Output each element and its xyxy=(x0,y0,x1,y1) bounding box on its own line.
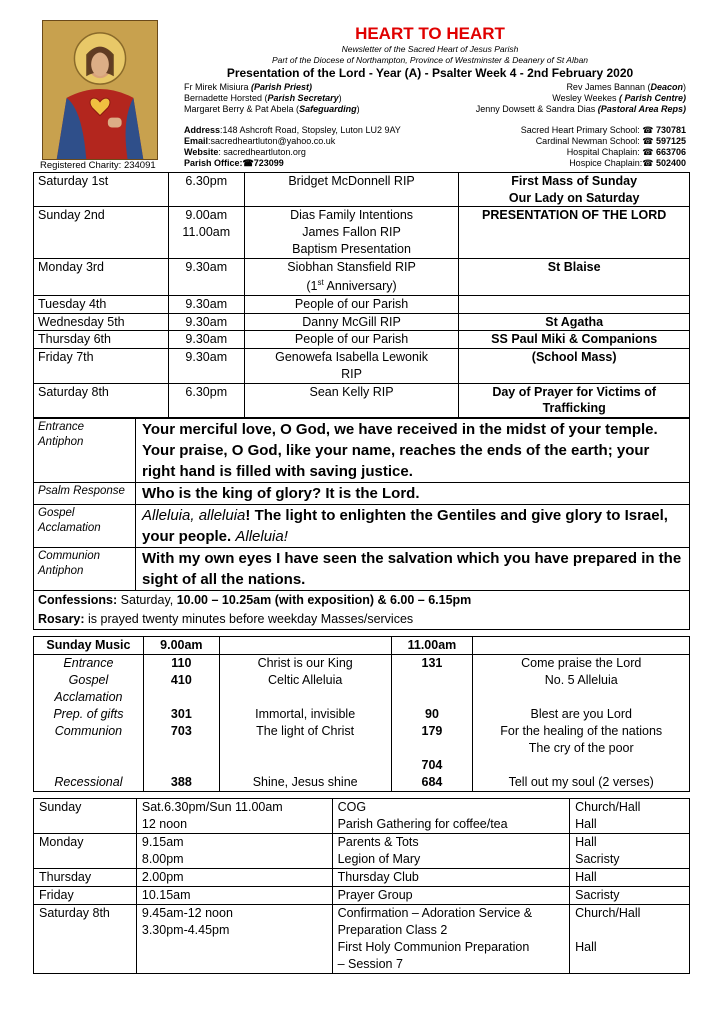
event-day xyxy=(34,922,137,939)
mass-day xyxy=(34,400,169,417)
communion-text: With my own eyes I have seen the salvation which you have prepared in the sight of all the nations. xyxy=(142,550,682,588)
mass-feast: (School Mass) xyxy=(459,349,690,366)
mass-intention: Baptism Presentation xyxy=(244,241,459,258)
mass-time: 11.00am xyxy=(168,224,244,241)
mass-day xyxy=(34,190,169,207)
event-place: Sacristy xyxy=(570,851,690,869)
mass-intention: Bridget McDonnell RIP xyxy=(244,173,459,190)
contact-address: Address:148 Ashcroft Road, Stopsley, Luton LU2 9AY xyxy=(184,125,401,135)
mass-feast: First Mass of Sunday xyxy=(459,173,690,190)
event-event: Preparation Class 2 xyxy=(332,922,570,939)
music-row xyxy=(34,655,690,673)
clergy-left-2: Bernadette Horsted (Parish Secretary) xyxy=(184,93,342,103)
event-time: 2.00pm xyxy=(136,869,332,887)
music-cell: Come praise the Lord xyxy=(473,655,690,673)
mass-feast xyxy=(459,241,690,258)
mass-time: 6.30pm xyxy=(168,173,244,190)
event-place: Church/Hall xyxy=(570,905,690,923)
gospel-text: Alleluia, alleluia! The light to enlighten the Gentiles and give glory to Israel, your people. Alleluia! xyxy=(142,507,668,545)
mass-row xyxy=(34,331,690,349)
music-row xyxy=(34,723,690,740)
event-place: Hall xyxy=(570,869,690,887)
music-cell: 703 xyxy=(143,723,219,740)
newsletter-header xyxy=(0,0,720,172)
mass-intention: Siobhan Stansfield RIP xyxy=(244,258,459,275)
clergy-right-3: Jenny Dowsett & Sandra Dias (Pastoral Area Reps) xyxy=(475,104,686,114)
clergy-right-1: Rev James Bannan (Deacon) xyxy=(566,82,686,92)
music-cell: For the healing of the nations xyxy=(473,723,690,740)
event-place xyxy=(570,956,690,974)
music-cell xyxy=(143,757,219,774)
event-time: 9.45am-12 noon xyxy=(136,905,332,923)
mass-row xyxy=(34,275,690,295)
mass-day: Friday 7th xyxy=(34,349,169,366)
newsletter-title: HEART TO HEART xyxy=(355,24,505,43)
music-cell xyxy=(143,740,219,757)
mass-intention: Dias Family Intentions xyxy=(244,207,459,224)
music-row xyxy=(34,757,690,774)
mass-feast: Day of Prayer for Victims of xyxy=(459,383,690,400)
mass-day: Wednesday 5th xyxy=(34,313,169,331)
mass-feast: Our Lady on Saturday xyxy=(459,190,690,207)
communion-antiphon xyxy=(34,548,689,591)
event-time: Sat.6.30pm/Sun 11.00am xyxy=(136,799,332,817)
music-cell: 388 xyxy=(143,774,219,792)
communion-label: Communion Antiphon xyxy=(34,548,136,590)
mass-feast xyxy=(459,224,690,241)
event-day: Thursday xyxy=(34,869,137,887)
music-cell: Tell out my soul (2 verses) xyxy=(473,774,690,792)
mass-day: Monday 3rd xyxy=(34,258,169,275)
event-row xyxy=(34,887,690,905)
mass-row xyxy=(34,366,690,383)
clergy-left-1: Fr Mirek Misiura (Parish Priest) xyxy=(184,82,313,92)
event-day xyxy=(34,939,137,956)
music-cell: Immortal, invisible xyxy=(219,706,391,723)
music-cell xyxy=(34,740,144,757)
parish-events-table xyxy=(33,798,690,974)
music-row xyxy=(34,740,690,757)
mass-day xyxy=(34,224,169,241)
music-cell: Communion xyxy=(34,723,144,740)
music-header-cell xyxy=(473,637,690,655)
event-day: Saturday 8th xyxy=(34,905,137,923)
music-cell xyxy=(391,689,473,706)
event-row xyxy=(34,851,690,869)
music-cell: The cry of the poor xyxy=(473,740,690,757)
psalm-label: Psalm Response xyxy=(34,483,136,504)
event-time: 10.15am xyxy=(136,887,332,905)
mass-feast xyxy=(459,275,690,295)
music-cell: 179 xyxy=(391,723,473,740)
diocese-line: Part of the Diocese of Northampton, Province of Westminster & Deanery of St Alban xyxy=(271,55,589,65)
mass-time: 6.30pm xyxy=(168,383,244,400)
event-row xyxy=(34,869,690,887)
music-cell: Gospel xyxy=(34,672,144,689)
event-event: – Session 7 xyxy=(332,956,570,974)
mass-row xyxy=(34,241,690,258)
mass-row xyxy=(34,224,690,241)
antiphons-box xyxy=(33,418,690,630)
mass-day: Sunday 2nd xyxy=(34,207,169,224)
music-cell xyxy=(391,740,473,757)
entrance-antiphon xyxy=(34,419,689,483)
event-place: Church/Hall xyxy=(570,799,690,817)
mass-intention: Sean Kelly RIP xyxy=(244,383,459,400)
music-cell: 410 xyxy=(143,672,219,689)
music-cell: 110 xyxy=(143,655,219,673)
mass-day xyxy=(34,366,169,383)
event-time: 12 noon xyxy=(136,816,332,834)
music-cell: 131 xyxy=(391,655,473,673)
mass-time xyxy=(168,366,244,383)
gospel-label: Gospel Acclamation xyxy=(34,505,136,547)
event-row xyxy=(34,816,690,834)
event-row xyxy=(34,905,690,923)
mass-time: 9.30am xyxy=(168,349,244,366)
event-time: 9.15am xyxy=(136,834,332,852)
mass-feast: St Agatha xyxy=(459,313,690,331)
clergy-left-3: Margaret Berry & Pat Abela (Safeguarding) xyxy=(184,104,360,114)
contact-newman-school: Cardinal Newman School: ☎ 597125 xyxy=(535,136,686,146)
music-cell: 684 xyxy=(391,774,473,792)
confessions-line: Confessions: Saturday, 10.00 – 10.25am (with exposition) & 6.00 – 6.15pm xyxy=(38,593,472,607)
psalm-response xyxy=(34,483,689,505)
mass-intentions-table xyxy=(33,172,690,418)
mass-day: Tuesday 4th xyxy=(34,296,169,314)
mass-feast: SS Paul Miki & Companions xyxy=(459,331,690,349)
event-place: Sacristy xyxy=(570,887,690,905)
music-cell: 90 xyxy=(391,706,473,723)
music-cell xyxy=(219,740,391,757)
event-day xyxy=(34,956,137,974)
event-place: Hall xyxy=(570,816,690,834)
contact-primary-school: Sacred Heart Primary School: ☎ 730781 xyxy=(520,125,686,135)
mass-time: 9.30am xyxy=(168,258,244,275)
music-cell xyxy=(143,689,219,706)
event-event: First Holy Communion Preparation xyxy=(332,939,570,956)
mass-row xyxy=(34,313,690,331)
event-place xyxy=(570,922,690,939)
music-cell: 301 xyxy=(143,706,219,723)
psalm-text: Who is the king of glory? It is the Lord. xyxy=(142,485,420,502)
event-event: Parents & Tots xyxy=(332,834,570,852)
entrance-text: Your merciful love, O God, we have received in the midst of your temple. Your praise, O God, like your name, reaches the ends of the earth; your right hand is filled with saving justice. xyxy=(142,421,658,480)
music-row xyxy=(34,689,690,706)
music-cell: Celtic Alleluia xyxy=(219,672,391,689)
event-row xyxy=(34,939,690,956)
mass-row xyxy=(34,258,690,275)
mass-feast: Trafficking xyxy=(459,400,690,417)
music-cell: Shine, Jesus shine xyxy=(219,774,391,792)
rosary-line: Rosary: is prayed twenty minutes before weekday Masses/services xyxy=(38,611,414,626)
event-event: Confirmation – Adoration Service & xyxy=(332,905,570,923)
music-header-cell xyxy=(219,637,391,655)
event-time xyxy=(136,939,332,956)
music-row xyxy=(34,672,690,689)
mass-row xyxy=(34,349,690,366)
mass-intention: People of our Parish xyxy=(244,331,459,349)
mass-intention: RIP xyxy=(244,366,459,383)
mass-time: 9.30am xyxy=(168,331,244,349)
mass-time xyxy=(168,190,244,207)
mass-intention: Danny McGill RIP xyxy=(244,313,459,331)
entrance-label: Entrance Antiphon xyxy=(34,419,136,482)
music-row xyxy=(34,706,690,723)
mass-feast: PRESENTATION OF THE LORD xyxy=(459,207,690,224)
music-cell: Blest are you Lord xyxy=(473,706,690,723)
music-cell: Recessional xyxy=(34,774,144,792)
music-cell xyxy=(219,689,391,706)
event-place: Hall xyxy=(570,834,690,852)
music-cell: No. 5 Alleluia xyxy=(473,672,690,689)
mass-row xyxy=(34,173,690,190)
mass-day: Saturday 8th xyxy=(34,383,169,400)
registered-charity: Registered Charity: 234091 xyxy=(40,160,156,171)
clergy-right-2: Wesley Weekes ( Parish Centre) xyxy=(552,93,686,103)
mass-row xyxy=(34,400,690,417)
event-event: Prayer Group xyxy=(332,887,570,905)
mass-intention: James Fallon RIP xyxy=(244,224,459,241)
mass-time xyxy=(168,241,244,258)
event-event: Thursday Club xyxy=(332,869,570,887)
event-time: 3.30pm-4.45pm xyxy=(136,922,332,939)
mass-intention: Genowefa Isabella Lewonik xyxy=(244,349,459,366)
music-header-row xyxy=(34,637,690,655)
mass-feast xyxy=(459,296,690,314)
mass-time: 9.00am xyxy=(168,207,244,224)
mass-day xyxy=(34,275,169,295)
music-header-cell: 9.00am xyxy=(143,637,219,655)
newsletter-subtitle: Newsletter of the Sacred Heart of Jesus Parish xyxy=(341,44,519,54)
event-day: Sunday xyxy=(34,799,137,817)
event-row xyxy=(34,834,690,852)
contact-website[interactable]: Website: sacredheartluton.org xyxy=(184,147,306,157)
event-row xyxy=(34,799,690,817)
music-cell: The light of Christ xyxy=(219,723,391,740)
mass-day xyxy=(34,241,169,258)
contact-hospice-chaplain: Hospice Chaplain:☎ 502400 xyxy=(569,158,686,168)
mass-intention xyxy=(244,400,459,417)
event-row xyxy=(34,956,690,974)
music-header-cell: Sunday Music xyxy=(34,637,144,655)
event-event: COG xyxy=(332,799,570,817)
music-cell: Prep. of gifts xyxy=(34,706,144,723)
event-time: 8.00pm xyxy=(136,851,332,869)
mass-intention: (1st Anniversary) xyxy=(244,275,459,295)
music-cell xyxy=(391,672,473,689)
mass-row xyxy=(34,383,690,400)
music-cell: 704 xyxy=(391,757,473,774)
music-cell: Entrance xyxy=(34,655,144,673)
gospel-acclamation xyxy=(34,505,689,548)
contact-parish-office: Parish Office:☎723099 xyxy=(184,158,284,168)
mass-row xyxy=(34,296,690,314)
event-time xyxy=(136,956,332,974)
music-cell: Acclamation xyxy=(34,689,144,706)
contact-hospital-chaplain: Hospital Chaplain: ☎ 663706 xyxy=(566,147,686,157)
music-cell: Christ is our King xyxy=(219,655,391,673)
mass-feast: St Blaise xyxy=(459,258,690,275)
mass-day: Saturday 1st xyxy=(34,173,169,190)
event-day: Monday xyxy=(34,834,137,852)
music-row xyxy=(34,774,690,792)
mass-intention: People of our Parish xyxy=(244,296,459,314)
sunday-music-table xyxy=(33,636,690,792)
event-row xyxy=(34,922,690,939)
mass-time: 9.30am xyxy=(168,296,244,314)
mass-time xyxy=(168,400,244,417)
event-event: Parish Gathering for coffee/tea xyxy=(332,816,570,834)
liturgical-date: Presentation of the Lord - Year (A) - Psalter Week 4 - 2nd February 2020 xyxy=(226,66,634,80)
event-day xyxy=(34,851,137,869)
music-cell xyxy=(219,757,391,774)
sacred-heart-icon xyxy=(42,20,158,160)
event-event: Legion of Mary xyxy=(332,851,570,869)
mass-row xyxy=(34,207,690,224)
mass-day: Thursday 6th xyxy=(34,331,169,349)
music-cell xyxy=(473,757,690,774)
event-day xyxy=(34,816,137,834)
mass-intention xyxy=(244,190,459,207)
event-place: Hall xyxy=(570,939,690,956)
mass-time: 9.30am xyxy=(168,313,244,331)
mass-feast xyxy=(459,366,690,383)
music-cell xyxy=(34,757,144,774)
mass-row xyxy=(34,190,690,207)
contact-email[interactable]: Email:sacredheartluton@yahoo.co.uk xyxy=(184,136,336,146)
music-cell xyxy=(473,689,690,706)
music-header-cell: 11.00am xyxy=(391,637,473,655)
event-day: Friday xyxy=(34,887,137,905)
mass-time xyxy=(168,275,244,295)
